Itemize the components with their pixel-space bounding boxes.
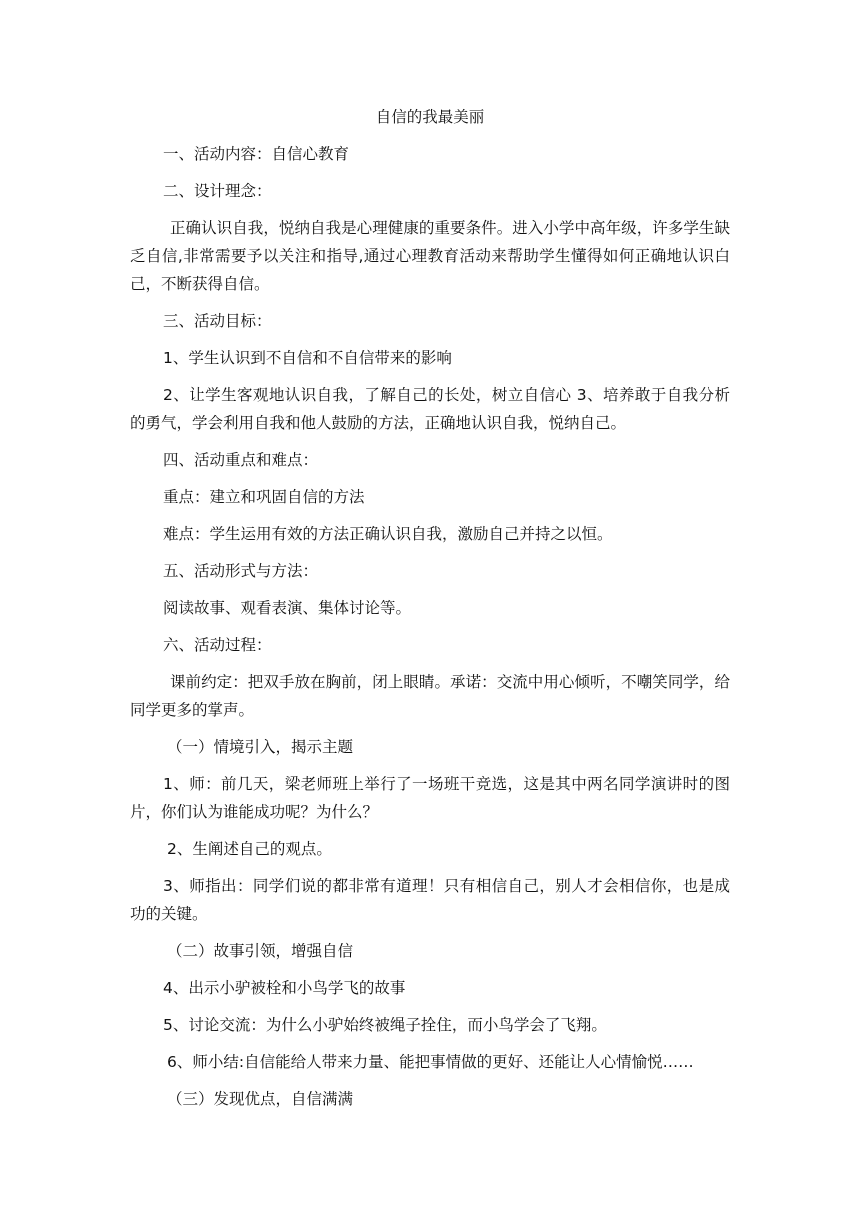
paragraph: （三）发现优点，自信满满 [167, 1090, 354, 1108]
paragraph: 6、师小结:自信能给人带来力量、能把事情做的更好、还能让人心情愉悦…… [167, 1053, 694, 1071]
paragraph: 1、师：前几天，梁老师班上举行了一场班干竞选，这是其中两名同学演讲时的图片，你们认为谁能成功呢？为什么？ [130, 775, 730, 821]
paragraph: 难点：学生运用有效的方法正确认识自我，激励自己并持之以恒。 [163, 525, 613, 543]
paragraph: 1、学生认识到不自信和不自信带来的影响 [163, 349, 452, 367]
paragraph: 重点：建立和巩固自信的方法 [163, 488, 365, 506]
paragraph: 课前约定：把双手放在胸前，闭上眼睛。承诺：交流中用心倾听，不嘲笑同学，给同学更多的掌声。 [130, 673, 730, 719]
paragraph: 正确认识自我，悦纳自我是心理健康的重要条件。进入小学中高年级，许多学生缺乏自信,非常需要予以关注和指导,通过心理教育活动来帮助学生懂得如何正确地认识白己，不断获得自信。 [130, 219, 730, 293]
paragraph: 2、生阐述自己的观点。 [167, 840, 332, 858]
paragraph: 2、让学生客观地认识自我，了解自己的长处，树立自信心 3、培养敢于自我分析的勇气，学会利用自我和他人鼓励的方法，正确地认识自我，悦纳自己。 [130, 386, 730, 432]
document-body [130, 103, 730, 1122]
paragraph: 一、活动内容：自信心教育 [163, 145, 350, 163]
paragraph: 二、设计理念： [163, 182, 272, 200]
paragraph: 阅读故事、观看表演、集体讨论等。 [163, 599, 412, 617]
paragraph: （一）情境引入，揭示主题 [167, 738, 354, 756]
paragraph: 六、活动过程： [163, 636, 272, 654]
paragraph: （二）故事引领，增强自信 [167, 942, 354, 960]
paragraph: 4、出示小驴被栓和小鸟学飞的故事 [163, 979, 406, 997]
paragraph: 三、活动目标： [163, 312, 272, 330]
paragraph: 5、讨论交流：为什么小驴始终被绳子拴住，而小鸟学会了飞翔。 [163, 1016, 607, 1034]
document-title: 自信的我最美丽 [375, 108, 485, 126]
paragraph-list [130, 140, 730, 1113]
paragraph: 四、活动重点和难点： [163, 451, 319, 469]
paragraph: 五、活动形式与方法： [163, 562, 319, 580]
paragraph: 3、师指出：同学们说的都非常有道理！只有相信自己，别人才会相信你，也是成功的关键。 [130, 877, 730, 923]
